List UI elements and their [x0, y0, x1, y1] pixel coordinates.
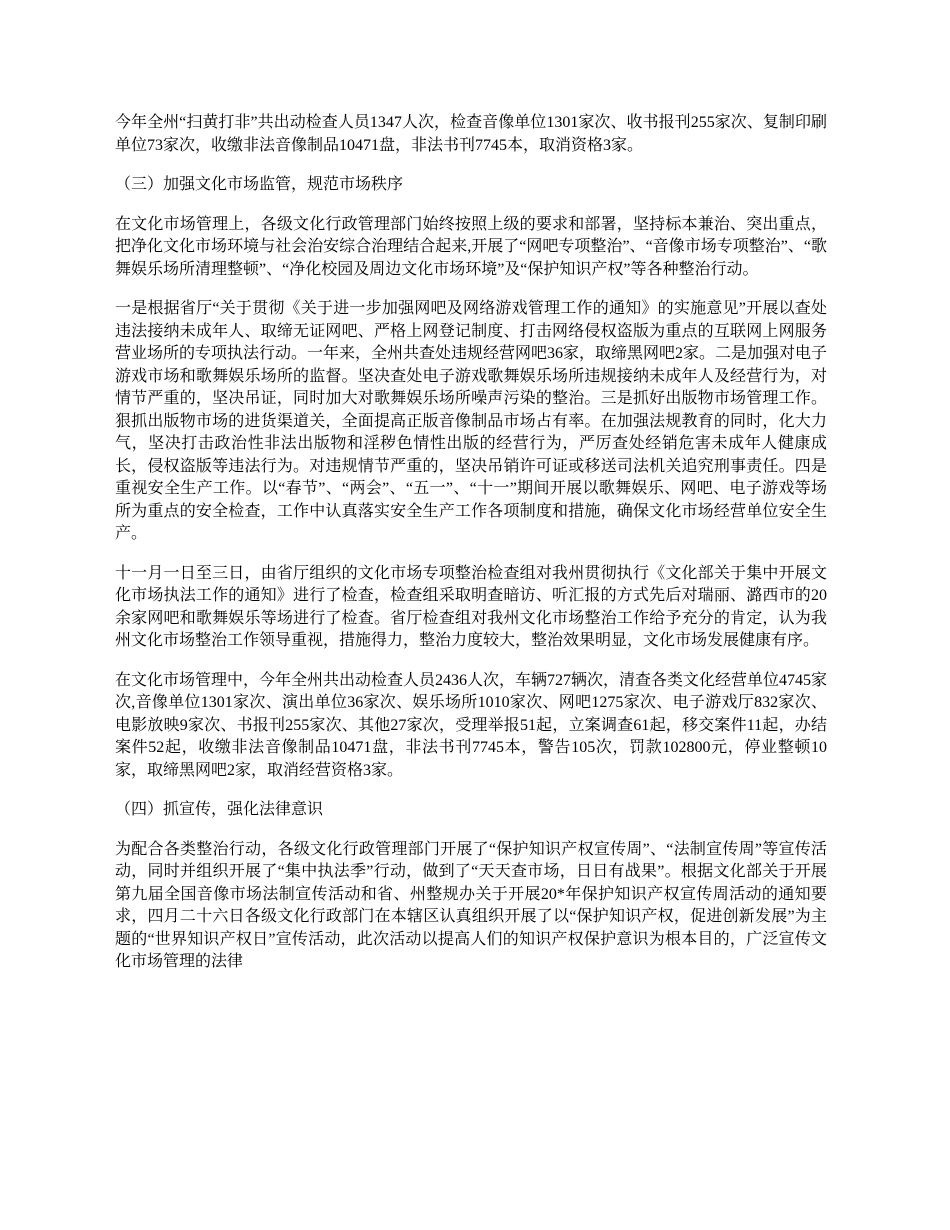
paragraph-inspection: 十一月一日至三日，由省厅组织的文化市场专项整治检查组对我州贯彻执行《文化部关于集中开展文化市场执法工作的通知》进行了检查，检查组采取明查暗访、听汇报的方式先后对瑞丽、潞西市的20余家网吧和歌舞娱乐等场进行了检查。省厅检查组对我州文化市场整治工作给予充分的肯定，认为我州文化市场整治工作领导重视，措施得力，整治力度较大，整治效果明显，文化市场发展健康有序。 [115, 564, 827, 649]
section-heading-4: （四）抓宣传，强化法律意识 [115, 801, 324, 818]
paragraph-sanhuang-stats: 今年全州“扫黄打非”共出动检查人员1347人次，检查音像单位1301家次、收书报刊255家次、复制印刷单位73家次，收缴非法音像制品10471盘，非法书刊7745本，取消资格3家。 [115, 114, 827, 154]
paragraph-publicity: 为配合各类整治行动，各级文化行政管理部门开展了“保护知识产权宣传周”、“法制宣传周”等宣传活动，同时并组织开展了“集中执法季”行动，做到了“天天查市场，日日有战果”。根据文化部关于开展第九届全国音像市场法制宣传活动和省、州整规办关于开展20*年保护知识产权宣传周活动的通知要求，四月二十六日各级文化行政部门在本辖区认真组织开展了以“保护知识产权，促进创新发展”为主题的“世界知识产权日”宣传活动，此次活动以提高人们的知识产权保护意识为根本目的，广泛宣传文化市场管理的法律 [115, 840, 827, 970]
section-heading-3: （三）加强文化市场监管，规范市场秩序 [115, 176, 404, 193]
paragraph-market-management: 在文化市场管理上，各级文化行政管理部门始终按照上级的要求和部署，坚持标本兼治、突出重点，把净化文化市场环境与社会治安综合治理结合起来,开展了“网吧专项整治”、“音像市场专项整治”、“歌舞娱乐场所清理整顿”、“净化校园及周边文化市场环境”及“保护知识产权”等各种整治行动。 [115, 215, 827, 278]
paragraph-market-stats: 在文化市场管理中，今年全州共出动检查人员2436人次，车辆727辆次，清查各类文化经营单位4745家次,音像单位1301家次、演出单位36家次、娱乐场所1010家次、网吧1275家次、电子游戏厅832家次、电影放映9家次、书报刊255家次、其他27家次，受理举报51起，立案调查61起，移交案件11起，办结案件52起，收缴非法音像制品10471盘，非法书刊7745本，警告105次，罚款102800元，停业整顿10家，取缔黑网吧2家，取消经营资格3家。 [115, 671, 828, 779]
document-page [115, 112, 827, 991]
paragraph-actions: 一是根据省厅“关于贯彻《关于进一步加强网吧及网络游戏管理工作的通知》的实施意见”开展以查处违法接纳未成年人、取缔无证网吧、严格上网登记制度、打击网络侵权盗版为重点的互联网上网服务营业场所的专项执法行动。一年来，全州共查处违规经营网吧36家，取缔黑网吧2家。二是加强对电子游戏市场和歌舞娱乐场所的监督。坚决查处电子游戏歌舞娱乐场所违规接纳未成年人及经营行为，对情节严重的，坚决吊证，同时加大对歌舞娱乐场所噪声污染的整治。三是抓好出版物市场管理工作。狠抓出版物市场的进货渠道关，全面提高正版音像制品市场占有率。在加强法规教育的同时，化大力气，坚决打击政治性非法出版物和淫秽色情性出版的经营行为，严厉查处经销危害未成年人健康成长，侵权盗版等违法行为。对违规情节严重的，坚决吊销许可证或移送司法机关追究刑事责任。四是重视安全生产工作。以“春节”、“两会”、“五一”、“十一”期间开展以歌舞娱乐、网吧、电子游戏等场所为重点的安全检查，工作中认真落实安全生产工作各项制度和措施，确保文化市场经营单位安全生产。 [115, 300, 828, 542]
